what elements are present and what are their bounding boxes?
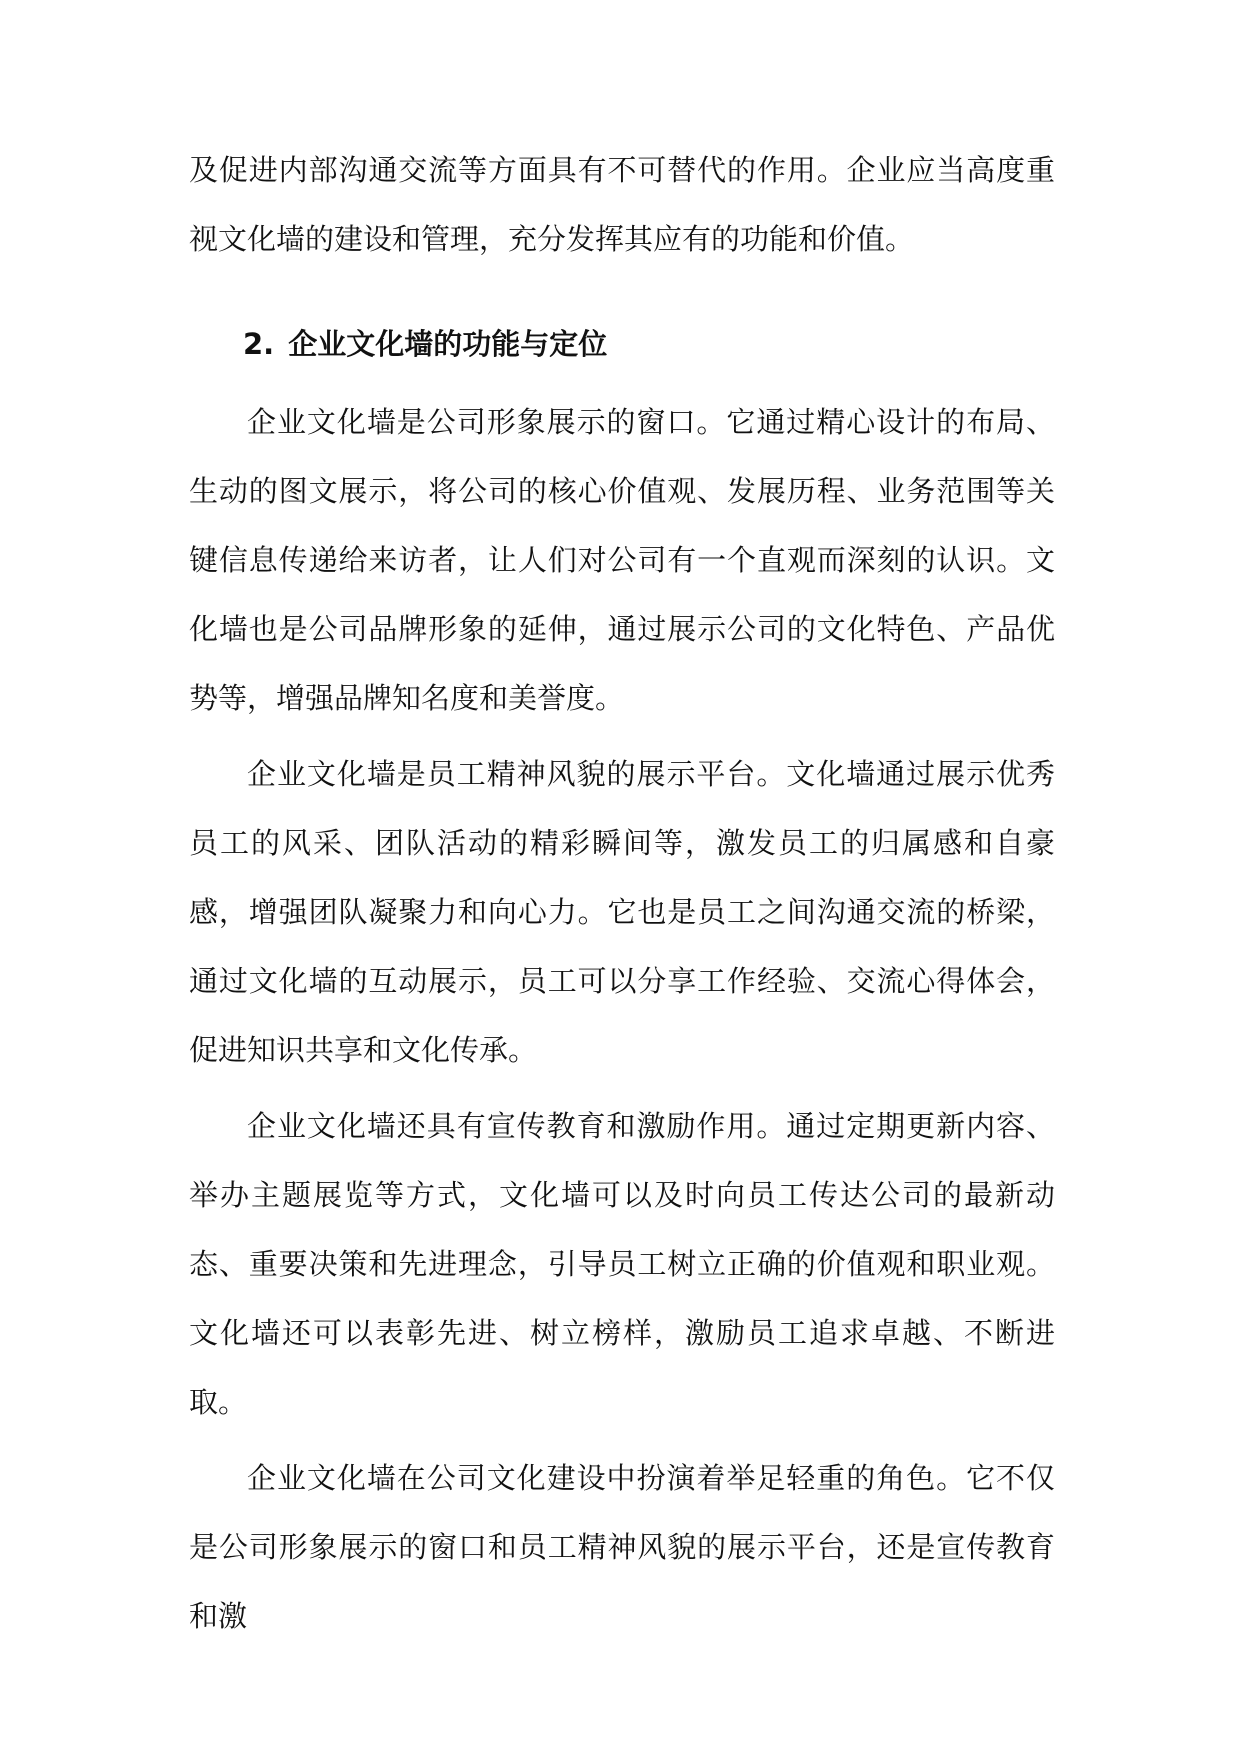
paragraph-role-summary: 企业文化墙在公司文化建设中扮演着举足轻重的角色。它不仅是公司形象展示的窗口和员工精神风貌的展示平台，还是宣传教育和激 (189, 1461, 1055, 1633)
section-number: 2. (243, 327, 275, 361)
document-body (189, 136, 1055, 1658)
paragraph-employee-showcase: 企业文化墙是员工精神风貌的展示平台。文化墙通过展示优秀员工的风采、团队活动的精彩瞬间等，激发员工的归属感和自豪感，增强团队凝聚力和向心力。它也是员工之间沟通交流的桥梁，通过文化墙的互动展示，员工可以分享工作经验、交流心得体会，促进知识共享和文化传承。 (189, 757, 1055, 1067)
paragraph-company-image: 企业文化墙是公司形象展示的窗口。它通过精心设计的布局、生动的图文展示，将公司的核心价值观、发展历程、业务范围等关键信息传递给来访者，让人们对公司有一个直观而深刻的认识。文化墙也是公司品牌形象的延伸，通过展示公司的文化特色、产品优势等，增强品牌知名度和美誉度。 (189, 405, 1055, 715)
continued-paragraph: 及促进内部沟通交流等方面具有不可替代的作用。企业应当高度重视文化墙的建设和管理，充分发挥其应有的功能和价值。 (189, 153, 1055, 256)
paragraph-education-motivation: 企业文化墙还具有宣传教育和激励作用。通过定期更新内容、举办主题展览等方式，文化墙可以及时向员工传达公司的最新动态、重要决策和先进理念，引导员工树立正确的价值观和职业观。文化墙还可以表彰先进、树立榜样，激励员工追求卓越、不断进取。 (189, 1109, 1055, 1419)
section-title: 企业文化墙的功能与定位 (288, 327, 608, 361)
section-heading (189, 310, 1055, 379)
